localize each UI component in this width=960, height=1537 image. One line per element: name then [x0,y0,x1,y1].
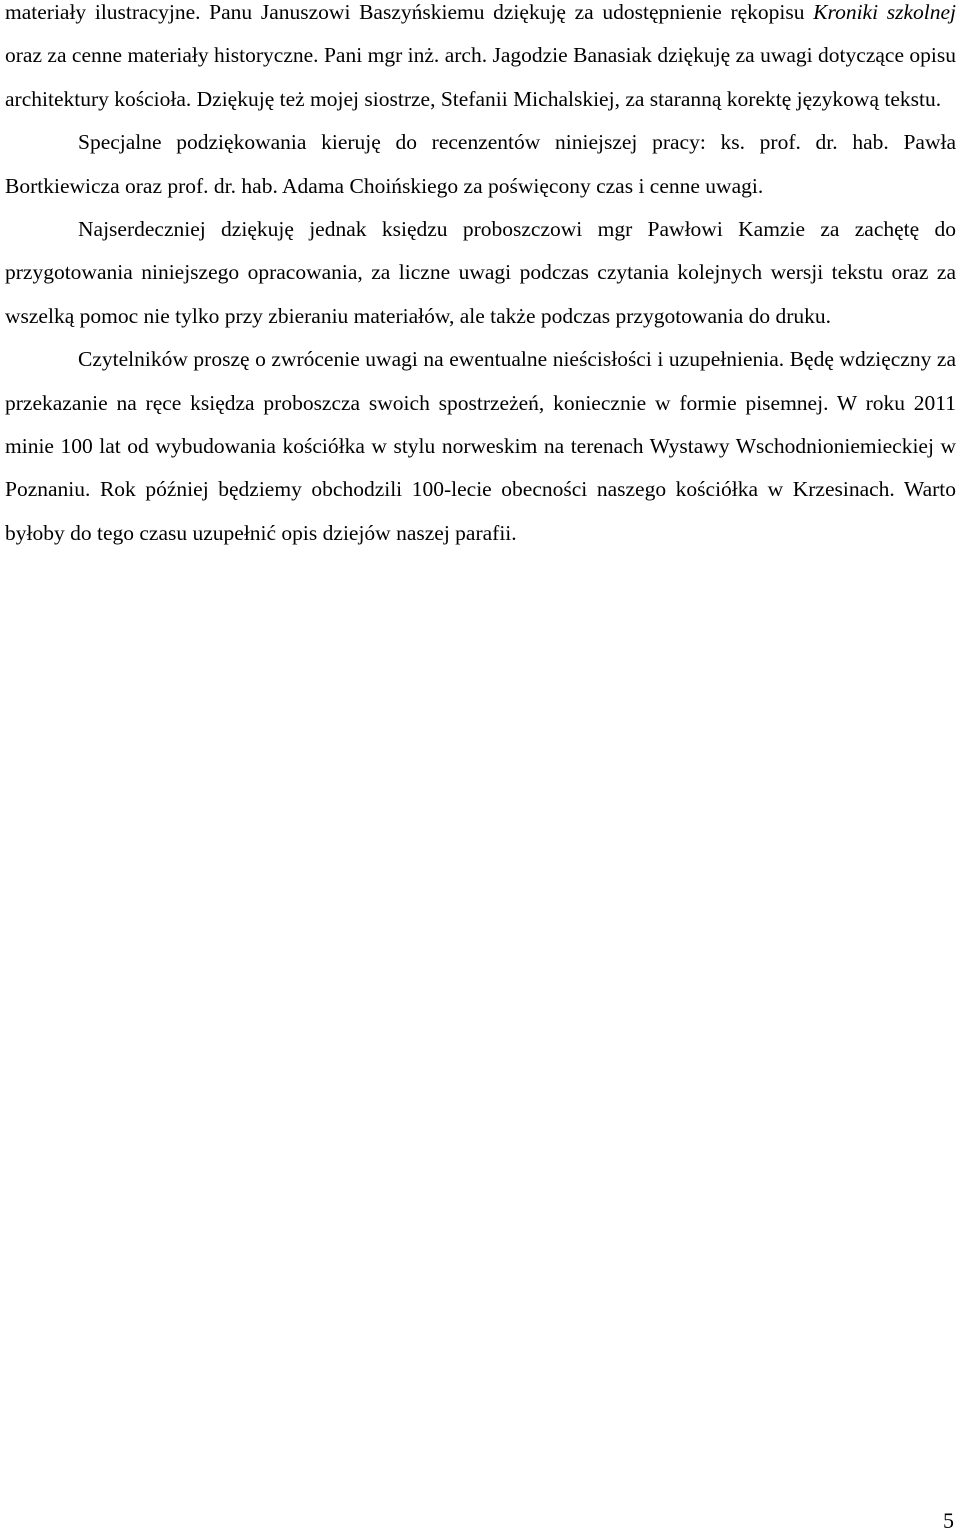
paragraph-readers-request: Czytelników proszę o zwrócenie uwagi na ewentualne nieścisłości i uzupełnienia. Będę wdzięczny za przekazanie na ręce księdza proboszcza swoich spostrzeżeń, koniecznie w formie pisemnej. W roku 2011 minie 100 lat od wybudowania kościółka w stylu norweskim na terenach Wystawy Wschodnioniemieckiej w Poznaniu. Rok później będziemy obchodzili 100-lecie obecności naszego kościółka w Krzesinach. Warto byłoby do tego czasu uzupełnić opis dziejów naszej parafii. [5,347,956,545]
kronika-title-italic: Kroniki szkolnej [813,0,956,24]
paragraph-parish-priest: Najserdeczniej dziękuję jednak księdzu proboszczowi mgr Pawłowi Kamzie za zachętę do przygotowania niniejszego opracowania, za liczne uwagi podczas czytania kolejnych wersji tekstu oraz za wszelką pomoc nie tylko przy zbieraniu materiałów, ale także podczas przygotowania do druku. [5,217,956,328]
paragraph-acknowledgements-continued [5,0,956,121]
paragraph-1-text-a: materiały ilustracyjne. Panu Januszowi Baszyńskiemu dziękuję za udostępnienie rękopisu [5,0,814,24]
page-number: 5 [943,1508,954,1533]
paragraph-1-text-b: oraz za cenne materiały historyczne. Pani mgr inż. arch. Jagodzie Banasiak dziękuję za uwagi dotyczące opisu architektury kościoła. Dziękuję też mojej siostrze, Stefanii Michalskiej, za staranną korektę językową tekstu. [5,43,956,111]
body-text [5,0,956,555]
paragraph-reviewers: Specjalne podziękowania kieruję do recenzentów niniejszej pracy: ks. prof. dr. hab. Pawła Bortkiewicza oraz prof. dr. hab. Adama Choińskiego za poświęcony czas i cenne uwagi. [5,130,956,198]
